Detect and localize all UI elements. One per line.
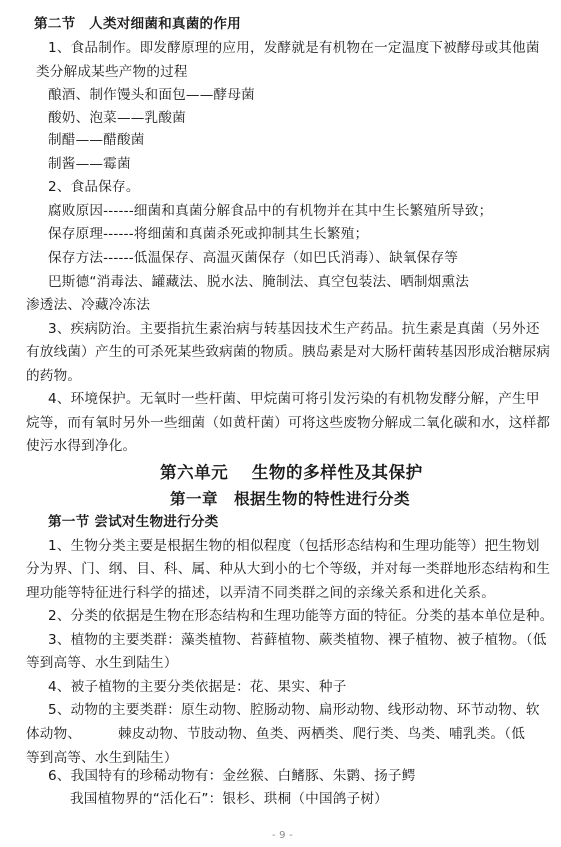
paragraph-line: 2、食品保存。 [48, 179, 140, 195]
paragraph-line: 类分解成某些产物的过程 [36, 64, 188, 80]
paragraph-line: 1、生物分类主要是根据生物的相似程度（包括形态结构和生理功能等）把生物划 [48, 538, 540, 554]
page-number: - 9 - [272, 830, 293, 841]
paragraph-line: 2、分类的依据是生物在形态结构和生理功能等方面的特征。分类的基本单位是种。 [48, 608, 554, 624]
list-item: 渗透法、冷藏冷冻法 [26, 297, 151, 313]
chapter-title: 第一章 根据生物的特性进行分类 [170, 490, 411, 508]
paragraph-line: 烷等，而有氧时另外一些细菌（如黄杆菌）可将这些废物分解成二氧化碳和水，这样都 [26, 415, 551, 431]
paragraph-line: 我国植物界的“活化石”：银杉、珙桐（中国鸽子树） [70, 791, 388, 807]
paragraph-line: 棘皮动物、节肢动物、鱼类、两栖类、爬行类、鸟类、哺乳类。（低 [118, 726, 526, 742]
paragraph-line: 4、环境保护。无氧时一些杆菌、甲烷菌可将引发污染的有机物发酵分解，产生甲 [48, 391, 540, 407]
list-item: 酿酒、制作馒头和面包——酵母菌 [48, 87, 255, 103]
list-item: 保存方法------低温保存、高温灭菌保存（如巴氏消毒）、缺氧保存等 [48, 250, 459, 266]
paragraph-line: 有放线菌）产生的可杀死某些致病菌的物质。胰岛素是对大肠杆菌转基因形成治糖尿病 [26, 344, 551, 360]
list-item: 巴斯德“消毒法、罐藏法、脱水法、腌制法、真空包装法、晒制烟熏法 [48, 274, 470, 290]
unit-title: 第六单元 生物的多样性及其保护 [160, 463, 423, 482]
paragraph-line: 理功能等特征进行科学的描述，以弄清不同类群之间的亲缘关系和进化关系。 [26, 585, 495, 601]
paragraph-line: 3、植物的主要类群：藻类植物、苔藓植物、蕨类植物、裸子植物、被子植物。（低 [48, 632, 547, 648]
paragraph-line: 5、动物的主要类群：原生动物、腔肠动物、扁形动物、线形动物、环节动物、软 [48, 702, 540, 718]
paragraph-line: 1、食品制作。即发酵原理的应用，发酵就是有机物在一定温度下被酵母或其他菌 [48, 40, 540, 56]
paragraph-line: 使污水得到净化。 [26, 438, 137, 454]
list-item: 保存原理------将细菌和真菌杀死或抑制其生长繁殖； [48, 226, 369, 242]
list-item: 制醋——醋酸菌 [48, 132, 145, 148]
paragraph-line: 等到高等、水生到陆生） [26, 655, 178, 671]
paragraph-line: 体动物、 [26, 726, 82, 742]
section-title: 第一节 尝试对生物进行分类 [48, 514, 219, 530]
paragraph-line: 3、疾病防治。主要指抗生素治病与转基因技术生产药品。抗生素是真菌（另外还 [48, 321, 540, 337]
paragraph-line: 等到高等、水生到陆生） [26, 750, 178, 766]
list-item: 酸奶、泡菜——乳酸菌 [48, 110, 186, 126]
paragraph-line: 6、我国特有的珍稀动物有：金丝猴、白鳍豚、朱鹮、扬子鳄 [48, 768, 416, 784]
section-title: 第二节 人类对细菌和真菌的作用 [34, 16, 241, 32]
paragraph-line: 分为界、门、纲、目、科、属、种从大到小的七个等级，并对每一类群地形态结构和生 [26, 561, 551, 577]
list-item: 制酱——霉菌 [48, 156, 131, 172]
list-item: 腐败原因------细菌和真菌分解食品中的有机物并在其中生长繁殖所导致； [48, 203, 493, 219]
paragraph-line: 4、被子植物的主要分类依据是：花、果实、种子 [48, 679, 347, 695]
paragraph-line: 的药物。 [26, 368, 82, 384]
